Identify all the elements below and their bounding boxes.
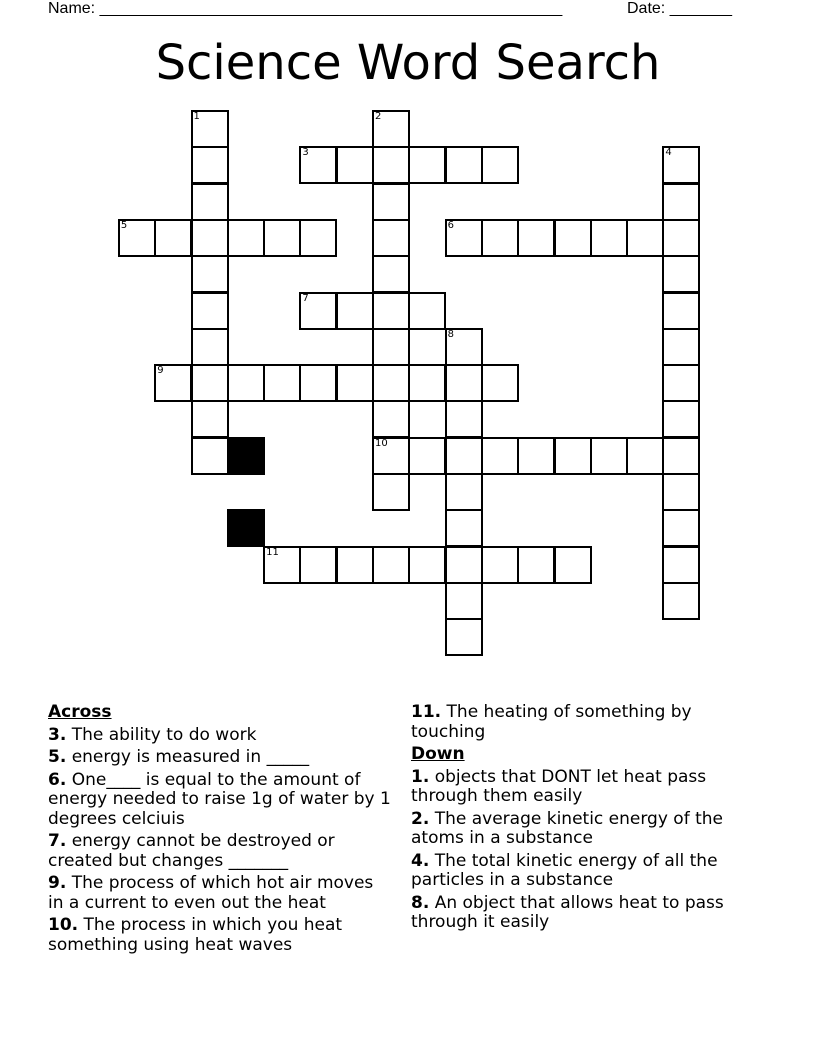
clue-across-11 xyxy=(411,703,751,742)
crossword-cell[interactable] xyxy=(481,219,519,257)
crossword-cell[interactable] xyxy=(299,364,337,402)
crossword-cell[interactable] xyxy=(517,437,555,475)
crossword-cell[interactable] xyxy=(227,364,265,402)
crossword-cell[interactable] xyxy=(191,110,229,148)
date-field[interactable]: Date: _______ xyxy=(627,0,732,17)
crossword-cell[interactable] xyxy=(662,400,700,438)
cell-number: 7 xyxy=(302,292,309,304)
crossword-cell[interactable] xyxy=(626,219,664,257)
clue-number: 11. xyxy=(411,702,442,722)
blocked-cell xyxy=(227,437,265,475)
crossword-cell[interactable] xyxy=(263,546,301,584)
cell-number: 10 xyxy=(375,437,388,449)
crossword-cell[interactable] xyxy=(191,255,229,293)
crossword-cell[interactable] xyxy=(154,219,192,257)
crossword-cell[interactable] xyxy=(554,437,592,475)
clue-text: energy cannot be destroyed or created but changes _______ xyxy=(48,831,335,871)
crossword-cell[interactable] xyxy=(662,219,700,257)
crossword-cell[interactable] xyxy=(481,546,519,584)
cell-number: 1 xyxy=(193,111,200,122)
clue-text: An object that allows heat to pass through it easily xyxy=(411,892,724,932)
clue-column-left xyxy=(48,700,393,955)
crossword-cell[interactable] xyxy=(662,292,700,330)
crossword-cell[interactable] xyxy=(662,146,700,184)
clue-text: energy is measured in _____ xyxy=(71,747,310,767)
crossword-cell[interactable] xyxy=(263,219,301,257)
crossword-cell[interactable] xyxy=(445,582,483,620)
down-heading: Down xyxy=(411,744,465,764)
crossword-cell[interactable] xyxy=(445,219,483,257)
crossword-cell[interactable] xyxy=(372,219,410,257)
clue-text: The process of which hot air moves in a current to even out the heat xyxy=(48,873,374,913)
crossword-cell[interactable] xyxy=(408,364,446,402)
crossword-cell[interactable] xyxy=(191,146,229,184)
clue-across-5 xyxy=(48,748,393,768)
crossword-cell[interactable] xyxy=(445,364,483,402)
crossword-cell[interactable] xyxy=(372,473,410,511)
clue-down-1 xyxy=(411,768,751,807)
crossword-cell[interactable] xyxy=(372,146,410,184)
cell-number: 6 xyxy=(447,219,454,231)
page-title: Science Word Search xyxy=(155,35,661,91)
cell-number: 8 xyxy=(447,328,454,340)
crossword-cell[interactable] xyxy=(481,437,519,475)
crossword-cell[interactable] xyxy=(299,219,337,257)
crossword-cell[interactable] xyxy=(445,618,483,656)
crossword-cell[interactable] xyxy=(481,146,519,184)
crossword-cell[interactable] xyxy=(191,437,229,475)
crossword-cell[interactable] xyxy=(590,437,628,475)
clue-down-8 xyxy=(411,894,751,933)
crossword-cell[interactable] xyxy=(445,509,483,547)
crossword-cell[interactable] xyxy=(662,183,700,221)
crossword-cell[interactable] xyxy=(445,146,483,184)
clue-down-2 xyxy=(411,810,751,849)
crossword-cell[interactable] xyxy=(662,473,700,511)
clue-number: 4. xyxy=(411,850,430,871)
crossword-cell[interactable] xyxy=(372,255,410,293)
crossword-cell[interactable] xyxy=(408,146,446,184)
clue-number: 7. xyxy=(48,831,67,851)
crossword-cell[interactable] xyxy=(191,400,229,438)
cell-number: 3 xyxy=(302,147,309,159)
clue-column-right xyxy=(411,700,751,933)
clue-text: The average kinetic energy of the atoms in a substance xyxy=(411,808,723,848)
crossword-cell[interactable] xyxy=(517,219,555,257)
clue-text: The ability to do work xyxy=(71,724,257,745)
crossword-cell[interactable] xyxy=(662,328,700,366)
crossword-cell[interactable] xyxy=(191,328,229,366)
crossword-cell[interactable] xyxy=(191,364,229,402)
crossword-cell[interactable] xyxy=(481,364,519,402)
crossword-cell[interactable] xyxy=(299,292,337,330)
crossword-cell[interactable] xyxy=(372,292,410,330)
crossword-cell[interactable] xyxy=(263,364,301,402)
crossword-cell[interactable] xyxy=(154,364,192,402)
clue-text: The heating of something by touching xyxy=(411,702,692,742)
cell-number: 9 xyxy=(157,365,164,377)
clue-across-3 xyxy=(48,726,393,746)
crossword-cell[interactable] xyxy=(554,219,592,257)
clue-text: objects that DONT let heat pass through them easily xyxy=(411,766,707,806)
crossword-cell[interactable] xyxy=(445,437,483,475)
crossword-cell[interactable] xyxy=(299,146,337,184)
crossword-cell[interactable] xyxy=(662,582,700,620)
crossword-cell[interactable] xyxy=(191,292,229,330)
clue-number: 8. xyxy=(411,892,430,913)
cell-number: 2 xyxy=(375,111,382,122)
crossword-cell[interactable] xyxy=(408,546,446,584)
crossword-cell[interactable] xyxy=(517,546,555,584)
crossword-cell[interactable] xyxy=(662,255,700,293)
crossword-cell[interactable] xyxy=(336,146,374,184)
clue-across-6 xyxy=(48,771,393,830)
crossword-cell[interactable] xyxy=(626,437,664,475)
crossword-cell[interactable] xyxy=(408,292,446,330)
crossword-cell[interactable] xyxy=(227,219,265,257)
clue-text: The total kinetic energy of all the particles in a substance xyxy=(411,850,718,890)
crossword-cell[interactable] xyxy=(372,364,410,402)
clue-number: 6. xyxy=(48,769,67,790)
crossword-cell[interactable] xyxy=(662,546,700,584)
cell-number: 5 xyxy=(120,219,128,231)
clue-number: 10. xyxy=(48,915,79,935)
crossword-cell[interactable] xyxy=(554,546,592,584)
clue-across-7 xyxy=(48,832,393,871)
clue-number: 3. xyxy=(48,724,67,745)
crossword-cell[interactable] xyxy=(590,219,628,257)
crossword-cell[interactable] xyxy=(445,400,483,438)
crossword-cell[interactable] xyxy=(445,546,483,584)
clue-number: 1. xyxy=(411,766,430,787)
crossword-cell[interactable] xyxy=(372,400,410,438)
crossword-cell[interactable] xyxy=(118,219,156,257)
crossword-cell[interactable] xyxy=(191,183,229,221)
crossword-cell[interactable] xyxy=(372,183,410,221)
crossword-cell[interactable] xyxy=(372,110,410,148)
crossword-cell[interactable] xyxy=(445,473,483,511)
crossword-cell[interactable] xyxy=(299,546,337,584)
clue-across-10 xyxy=(48,916,393,955)
crossword-cell[interactable] xyxy=(408,437,446,475)
crossword-cell[interactable] xyxy=(336,292,374,330)
clue-text: One____ is equal to the amount of energy needed to raise 1g of water by 1 degrees celciuis xyxy=(48,769,391,829)
blocked-cell xyxy=(227,509,265,547)
clue-text: The process in which you heat something using heat waves xyxy=(48,915,343,955)
crossword-cell[interactable] xyxy=(662,437,700,475)
crossword-cell[interactable] xyxy=(445,328,483,366)
clue-number: 2. xyxy=(411,808,430,829)
crossword-cell[interactable] xyxy=(372,328,410,366)
clue-across-9 xyxy=(48,874,393,913)
crossword-cell[interactable] xyxy=(336,364,374,402)
across-heading: Across xyxy=(48,702,112,722)
crossword-cell[interactable] xyxy=(662,364,700,402)
clue-number: 5. xyxy=(48,747,67,767)
crossword-cell[interactable] xyxy=(191,219,229,257)
crossword-cell[interactable] xyxy=(372,437,410,475)
name-field[interactable]: Name: ____________________________________________________ xyxy=(48,0,563,17)
crossword-cell[interactable] xyxy=(372,546,410,584)
clue-down-4 xyxy=(411,852,751,891)
clue-number: 9. xyxy=(48,873,67,893)
crossword-cell[interactable] xyxy=(336,546,374,584)
crossword-cell[interactable] xyxy=(662,509,700,547)
cell-number: 11 xyxy=(266,546,279,558)
cell-number: 4 xyxy=(665,147,672,159)
